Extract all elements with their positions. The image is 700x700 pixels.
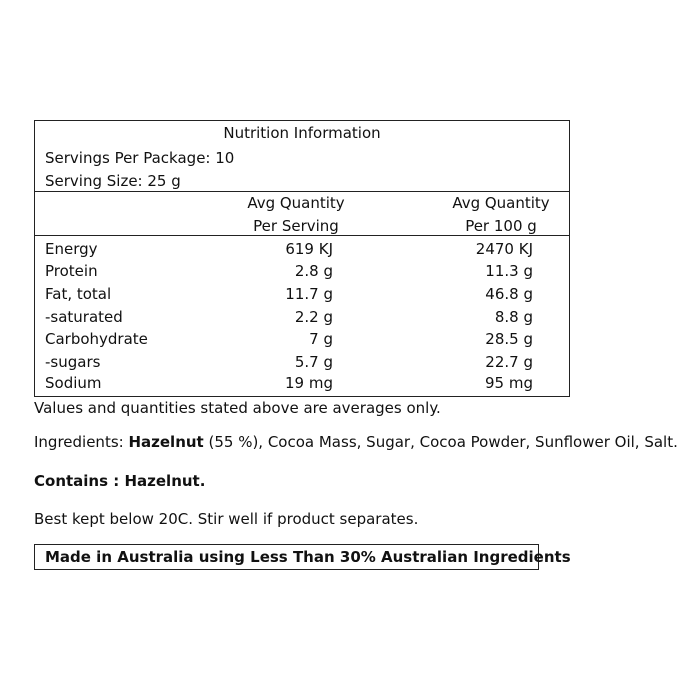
row-saturated-per-100g: 8.8 g bbox=[494, 308, 533, 326]
row-label-energy: Energy bbox=[45, 240, 98, 258]
row-energy-per-serving: 619 KJ bbox=[285, 240, 333, 258]
col1-header-line1: Avg Quantity bbox=[247, 194, 345, 212]
ingredients-allergen-highlight: Hazelnut bbox=[128, 433, 204, 451]
servings-per-package: Servings Per Package: 10 bbox=[45, 149, 235, 167]
panel-title: Nutrition Information bbox=[223, 124, 381, 142]
averages-note: Values and quantities stated above are averages only. bbox=[34, 399, 441, 417]
row-fat-total-per-serving: 11.7 g bbox=[285, 285, 333, 303]
country-of-origin-label: Made in Australia using Less Than 30% Australian Ingredients bbox=[45, 548, 571, 566]
column-header-divider bbox=[35, 235, 569, 236]
contains-statement: Contains : Hazelnut. bbox=[34, 472, 206, 490]
ingredients-list: (55 %), Cocoa Mass, Sugar, Cocoa Powder, Sunflower Oil, Salt. bbox=[203, 433, 678, 451]
row-carbohydrate-per-100g: 28.5 g bbox=[485, 330, 533, 348]
row-label-sugars: -sugars bbox=[45, 353, 101, 371]
storage-instructions: Best kept below 20C. Stir well if product separates. bbox=[34, 510, 419, 528]
col1-header-line2: Per Serving bbox=[253, 217, 339, 235]
row-label-fat-total: Fat, total bbox=[45, 285, 112, 303]
row-carbohydrate-per-serving: 7 g bbox=[309, 330, 333, 348]
row-energy-per-100g: 2470 KJ bbox=[475, 240, 533, 258]
row-label-carbohydrate: Carbohydrate bbox=[45, 330, 148, 348]
nutrition-panel bbox=[34, 120, 570, 397]
col2-header-line2: Per 100 g bbox=[465, 217, 537, 235]
row-protein-per-100g: 11.3 g bbox=[485, 262, 533, 280]
row-label-protein: Protein bbox=[45, 262, 98, 280]
country-of-origin-box bbox=[34, 544, 571, 570]
row-label-sodium: Sodium bbox=[45, 374, 102, 392]
ingredients-prefix: Ingredients: bbox=[34, 433, 129, 451]
row-protein-per-serving: 2.8 g bbox=[294, 262, 333, 280]
row-sodium-per-100g: 95 mg bbox=[485, 374, 533, 392]
row-sugars-per-100g: 22.7 g bbox=[485, 353, 533, 371]
row-sugars-per-serving: 5.7 g bbox=[294, 353, 333, 371]
row-saturated-per-serving: 2.2 g bbox=[294, 308, 333, 326]
ingredients-line bbox=[34, 433, 678, 451]
serving-size: Serving Size: 25 g bbox=[45, 172, 181, 190]
row-sodium-per-serving: 19 mg bbox=[285, 374, 333, 392]
row-label-saturated: -saturated bbox=[45, 308, 123, 326]
row-fat-total-per-100g: 46.8 g bbox=[485, 285, 533, 303]
header-divider bbox=[35, 191, 569, 192]
col2-header-line1: Avg Quantity bbox=[452, 194, 550, 212]
